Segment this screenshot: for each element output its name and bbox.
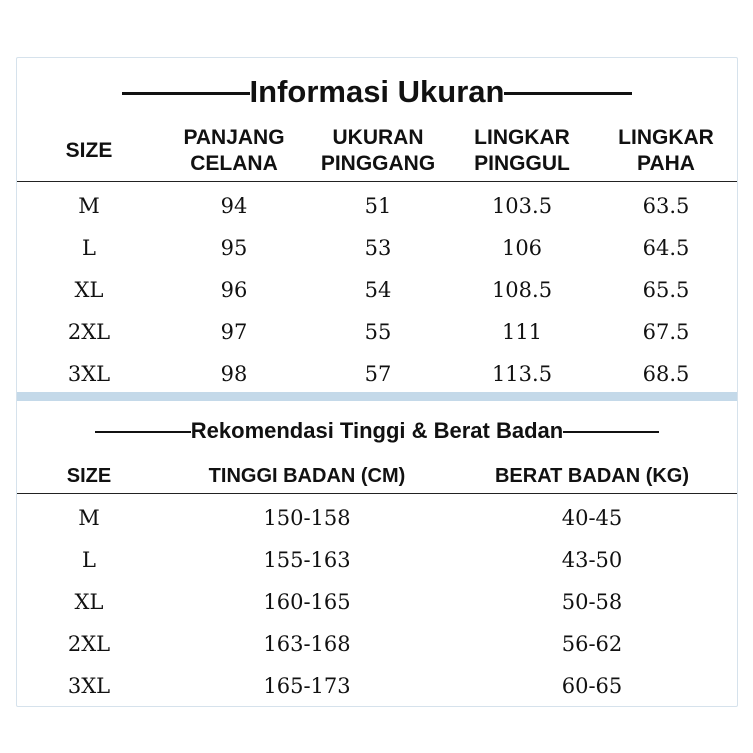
cell-tinggi: 150-158 — [263, 506, 351, 530]
header-ukuran-pinggang — [304, 125, 452, 177]
recommendation-header-rule — [17, 493, 737, 494]
size-info-header-rule — [17, 181, 737, 182]
cell-berat: 40-45 — [561, 506, 623, 530]
cell-panjang: 97 — [220, 320, 248, 344]
cell-size: XL — [74, 590, 104, 614]
cell-size: 2XL — [67, 632, 111, 656]
cell-pinggang: 57 — [364, 362, 392, 386]
cell-tinggi: 163-168 — [263, 632, 351, 656]
cell-size: XL — [74, 278, 104, 302]
cell-berat: 60-65 — [561, 674, 623, 698]
header-line-2: PAHA — [637, 152, 695, 175]
cell-pinggang: 55 — [364, 320, 392, 344]
cell-size: L — [82, 548, 96, 572]
cell-pinggang: 51 — [364, 194, 392, 218]
cell-pinggul: 113.5 — [491, 362, 553, 386]
cell-paha: 67.5 — [642, 320, 690, 344]
header-line-1: LINGKAR — [618, 126, 714, 149]
cell-pinggul: 106 — [501, 236, 543, 260]
cell-size: L — [82, 236, 96, 260]
cell-size: M — [78, 506, 100, 530]
cell-berat: 50-58 — [561, 590, 623, 614]
cell-panjang: 95 — [220, 236, 248, 260]
cell-tinggi: 155-163 — [263, 548, 351, 572]
cell-pinggul: 103.5 — [491, 194, 553, 218]
header-size — [49, 138, 129, 164]
header-lingkar-pinggul — [452, 125, 592, 177]
cell-pinggang: 54 — [364, 278, 392, 302]
header-line-1: LINGKAR — [474, 126, 570, 149]
header-line-1: PANJANG — [183, 126, 285, 149]
cell-tinggi: 160-165 — [263, 590, 351, 614]
size-info-title-text: Informasi Ukuran — [249, 74, 505, 109]
cell-berat: 56-62 — [561, 632, 623, 656]
cell-pinggul: 111 — [501, 320, 543, 344]
cell-size: M — [78, 194, 100, 218]
cell-size: 2XL — [67, 320, 111, 344]
header-line-2: PINGGUL — [474, 152, 570, 175]
recommendation-title-text: Rekomendasi Tinggi & Berat Badan — [190, 418, 564, 443]
cell-panjang: 94 — [220, 194, 248, 218]
header-size: SIZE — [66, 465, 112, 487]
recommendation-title — [17, 418, 737, 444]
cell-paha: 63.5 — [642, 194, 690, 218]
header-lingkar-paha — [592, 125, 740, 177]
title-dash-right — [563, 431, 659, 433]
cell-pinggul: 108.5 — [491, 278, 553, 302]
header-tinggi-badan: TINGGI BADAN (CM) — [208, 465, 406, 487]
cell-panjang: 96 — [220, 278, 248, 302]
title-dash-left — [122, 92, 250, 95]
header-line-2: CELANA — [190, 152, 278, 175]
cell-paha: 64.5 — [642, 236, 690, 260]
cell-size: 3XL — [67, 674, 111, 698]
header-panjang-celana — [164, 125, 304, 177]
cell-size: 3XL — [67, 362, 111, 386]
header-berat-badan: BERAT BADAN (KG) — [494, 465, 690, 487]
header-line-1: UKURAN — [332, 126, 424, 149]
cell-tinggi: 165-173 — [263, 674, 351, 698]
cell-paha: 65.5 — [642, 278, 690, 302]
cell-paha: 68.5 — [642, 362, 690, 386]
cell-pinggang: 53 — [364, 236, 392, 260]
cell-berat: 43-50 — [561, 548, 623, 572]
size-chart-card — [16, 57, 738, 707]
title-dash-left — [95, 431, 191, 433]
size-info-title — [17, 74, 737, 110]
title-dash-right — [504, 92, 632, 95]
cell-panjang: 98 — [220, 362, 248, 386]
section-divider-band — [17, 392, 737, 401]
header-size-text: SIZE — [65, 139, 113, 162]
header-line-2: PINGGANG — [320, 152, 436, 175]
